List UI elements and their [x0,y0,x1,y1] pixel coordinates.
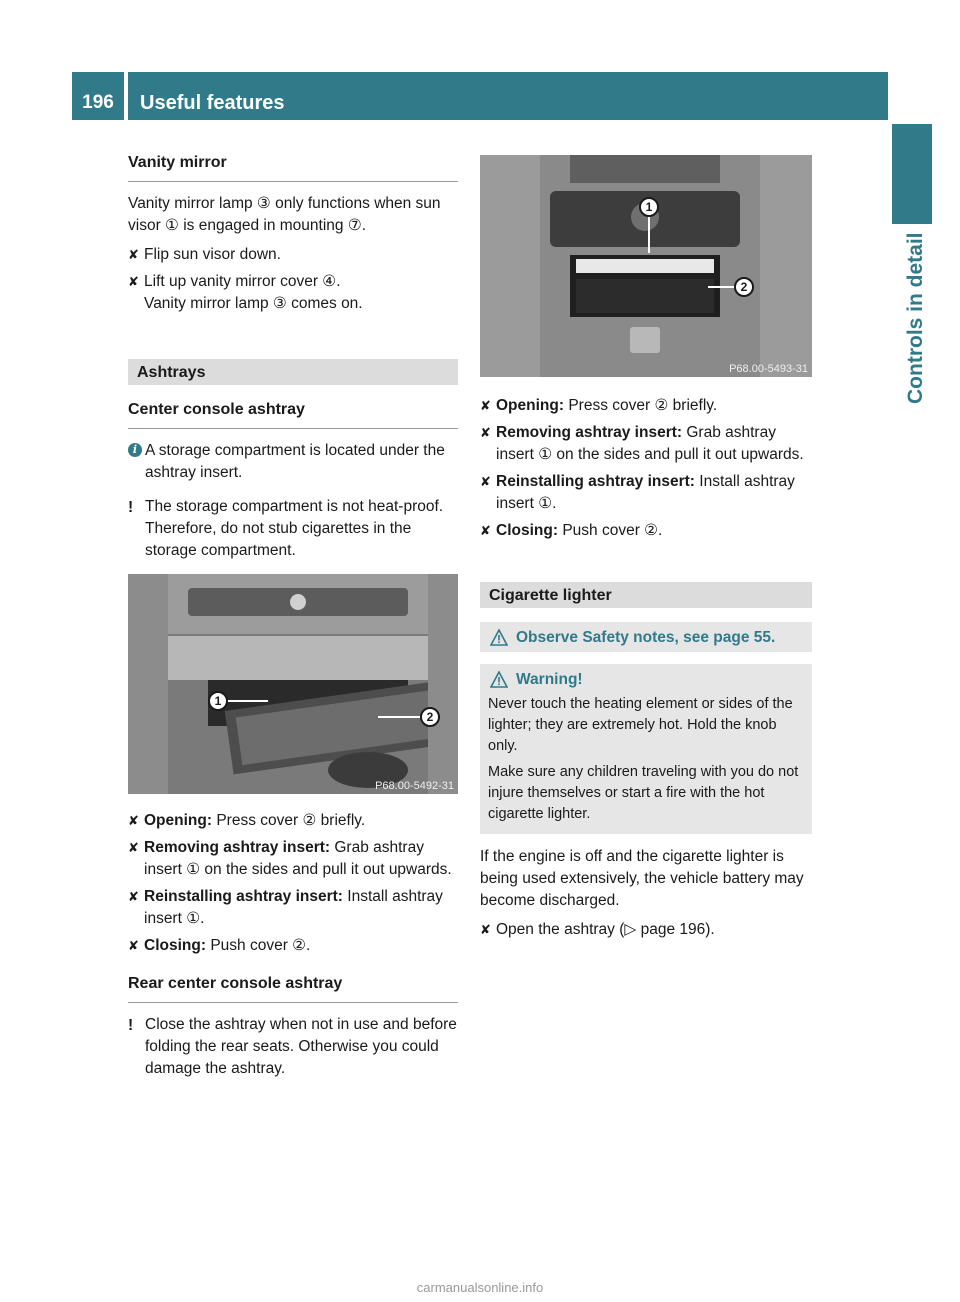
warning-box [480,664,812,834]
center-ashtray-steps [128,810,458,957]
step-arrow-icon: ✘ [480,398,491,413]
page-number: 196 [72,72,124,120]
side-tab [892,124,932,404]
step-arrow-icon: ✘ [480,474,491,489]
info-note: i A storage compartment is located under the ashtray insert. [128,440,458,484]
info-icon: i [128,443,142,457]
list-item: ✘ Flip sun visor down. [128,244,458,266]
warning-note: ! The storage compartment is not heat-proof. Therefore, do not stub cigarettes in the storage compartment. [128,498,444,559]
watermark: carmanualsonline.info [416,1280,544,1295]
list-item: ✘ Lift up vanity mirror cover ④. Vanity mirror lamp ③ comes on. [128,273,363,312]
step-arrow-icon: ✘ [480,425,491,440]
safety-notes-link[interactable]: Observe Safety notes, see page 55. [480,622,812,652]
step-arrow-icon: ✘ [128,938,139,953]
callout-2: 2 [420,707,440,727]
list-item: ✘ Closing: Push cover ②. [480,520,812,542]
warning-triangle-icon [490,671,508,688]
warning-note: ! Close the ashtray when not in use and before folding the rear seats. Otherwise you could damage the ashtray. [128,1016,457,1077]
safety-notes-box [480,622,812,652]
ashtray-photo-illustration [128,574,458,794]
side-tab-marker [892,124,932,224]
step-arrow-icon: ✘ [480,922,491,937]
warning-paragraph: Make sure any children traveling with you do not injure themselves or start a fire with the hot cigarette lighter. [488,764,799,822]
ashtrays-heading: Ashtrays [128,359,458,385]
step-arrow-icon: ✘ [128,813,139,828]
rear-center-console-ashtray-heading: Rear center console ashtray [128,973,458,1003]
list-item: ✘ Opening: Press cover ② briefly. [480,395,812,417]
list-item: ✘ Removing ashtray insert: Grab ashtray insert ① on the sides and pull it out upwards. [480,424,804,463]
list-item: ✘ Open the ashtray (▷ page 196). [480,919,812,941]
cigarette-lighter-heading: Cigarette lighter [480,582,812,608]
rear-ashtray-photo-illustration [480,155,812,377]
warning-paragraph: Never touch the heating element or sides of the lighter; they are extremely hot. Hold the knob only. [488,696,793,754]
vanity-intro: Vanity mirror lamp ③ only functions when sun visor ① is engaged in mounting ⑦. [128,195,441,234]
exclamation-icon: ! [128,499,134,516]
list-item: ✘ Removing ashtray insert: Grab ashtray insert ① on the sides and pull it out upwards. [128,839,452,878]
callout-2: 2 [734,277,754,297]
list-item: ✘ Opening: Press cover ② briefly. [128,810,458,832]
center-console-ashtray-photo [128,574,458,794]
exclamation-icon: ! [128,1017,134,1034]
step-arrow-icon: ✘ [480,523,491,538]
warning-title: Warning! [480,664,812,694]
right-column [480,152,812,949]
lighter-steps [480,919,812,941]
rear-ashtray-steps [480,395,812,542]
callout-1: 1 [639,197,659,217]
rear-console-ashtray-photo [480,155,812,377]
page-title: Useful features [128,72,888,120]
page-header [72,72,888,120]
photo-code: P68.00-5493-31 [729,363,808,375]
list-item: ✘ Reinstalling ashtray insert: Install ashtray insert ①. [128,888,443,927]
vanity-steps [128,244,458,315]
step-arrow-icon: ✘ [128,889,139,904]
side-tab-label: Controls in detail [904,232,927,404]
photo-code: P68.00-5492-31 [375,780,454,792]
lighter-body: If the engine is off and the cigarette lighter is being used extensively, the vehicle battery may become discharged. [480,848,804,909]
step-result: Vanity mirror lamp ③ comes on. [144,295,363,312]
center-console-ashtray-heading: Center console ashtray [128,399,458,429]
callout-1: 1 [208,691,228,711]
vanity-mirror-heading: Vanity mirror [128,152,458,182]
step-arrow-icon: ✘ [128,247,139,262]
list-item: ✘ Closing: Push cover ②. [128,935,458,957]
step-arrow-icon: ✘ [128,840,139,855]
left-column [128,152,458,1092]
list-item: ✘ Reinstalling ashtray insert: Install ashtray insert ①. [480,473,795,512]
warning-triangle-icon [490,629,508,646]
step-arrow-icon: ✘ [128,274,139,289]
